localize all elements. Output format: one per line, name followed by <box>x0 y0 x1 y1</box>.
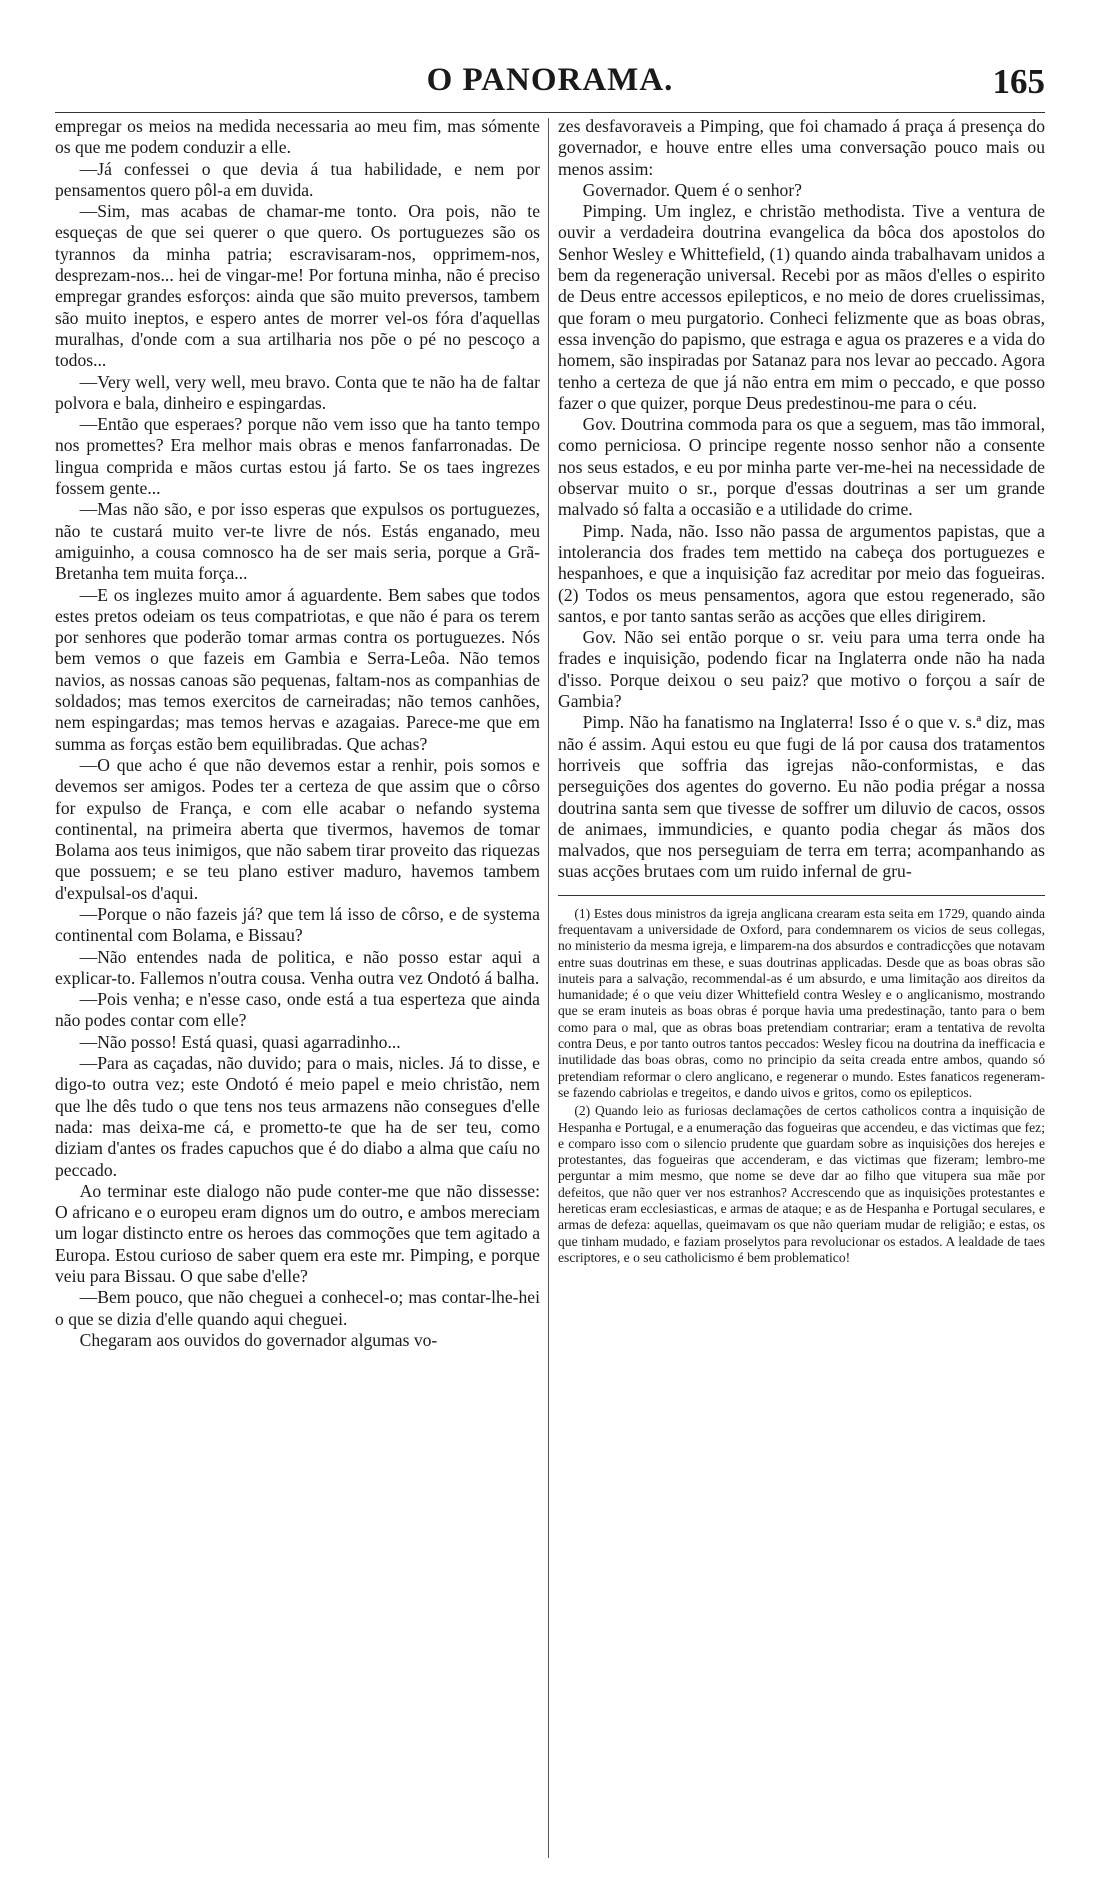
column-divider <box>548 118 549 1858</box>
paragraph: —Então que esperaes? porque não vem isso que ha tanto tempo nos promettes? Era melhor mais obras e menos fanfarronadas. De lingua comprida e mãos curtas estou já farto. Se os taes ingrezes fossem gente... <box>55 414 540 499</box>
footnote-separator <box>558 895 1045 896</box>
paragraph: Gov. Não sei então porque o sr. veiu para uma terra onde ha frades e inquisição, podendo ficar na Inglaterra onde não ha nada d'isso. Porque deixou o seu paiz? que motivo o forçou a saír de Gambia? <box>558 627 1045 712</box>
right-column <box>558 116 1045 1268</box>
paragraph: —Para as caçadas, não duvido; para o mais, nicles. Já to disse, e digo-to outra vez; este Ondotó é meio papel e meio christão, nem que lhe dês tudo o que tens nos teus armazens não consegues d'elle nada: mas deixa-me cá, e prometto-te que ha de ser teu, como diziam d'antes os frades capuchos que é do diabo a alma que caíu no peccado. <box>55 1053 540 1180</box>
paragraph: Governador. Quem é o senhor? <box>582 179 802 200</box>
page-header <box>55 60 1045 110</box>
paragraph: —Não entendes nada de politica, e não posso estar aqui a explicar-to. Fallemos n'outra cousa. Venha outra vez Ondotó á balha. <box>55 946 540 988</box>
paragraph: Ao terminar este dialogo não pude conter-me que não dissesse: O africano e o europeu eram dignos um do outro, e ambos mereciam um logar distincto entre os heroes das commoções que tem agitado a Europa. Estou curioso de saber quem era este mr. Pimping, e porque veiu para Bissau. O que sabe d'elle? <box>55 1180 540 1287</box>
paragraph: Gov. Doutrina commoda para os que a seguem, mas tão immoral, como perniciosa. O principe regente nosso senhor não a consente nos seus estados, e eu por minha parte ver-me-hei na necessidade de observar muito o sr., porque d'essas doutrinas a ser um grande malvado só falta a occasião e a utilidade do crime. <box>558 414 1045 520</box>
paragraph: Pimp. Não ha fanatismo na Inglaterra! Isso é o que v. s.ª diz, mas não é assim. Aqui estou eu que fugi de lá por causa dos tratamentos horriveis que soffria das igrejas não-conformistas, e das perseguições dos agentes do governo. Eu não podia prégar a nossa doutrina santa sem que tivesse de soffrer um diluvio de cacos, ossos de animaes, immundicies, e quanto podia chegar ás mãos dos malvados, que nos perseguiam de terra em terra; acompanhando as suas acções brutaes com um ruido infernal de gru- <box>558 712 1045 882</box>
paragraph: —Pois venha; e n'esse caso, onde está a tua esperteza que ainda não podes contar com elle? <box>55 989 540 1031</box>
paragraph: —Porque o não fazeis já? que tem lá isso de côrso, e de systema continental com Bolama, e Bissau? <box>55 903 540 946</box>
paragraph: —O que acho é que não devemos estar a renhir, pois somos e devemos ser amigos. Podes ter a certeza de que assim que o côrso for expulso de França, e com elle acabar o nefando systema continental, na primeira aberta que tivermos, havemos de tomar Bolama aos teus inimigos, que não sabem tirar proveito das riquezas que possuem; e se teu plano estiver maduro, havemos tambem d'expulsal-os d'aqui. <box>55 754 540 903</box>
footnotes <box>558 906 1045 1267</box>
paragraph: —Bem pouco, que não cheguei a conhecel-o; mas contar-lhe-hei o que se dizia d'elle quando aqui cheguei. <box>55 1287 540 1329</box>
paragraph: —Mas não são, e por isso esperas que expulsos os portuguezes, não te custará muito ver-te livre de nós. Estás enganado, meu amiguinho, a cousa comnosco ha de ser mais seria, porque a Grã-Bretanha tem muita força... <box>55 499 540 584</box>
paragraph: —E os inglezes muito amor á aguardente. Bem sabes que todos estes pretos odeiam os teus compatriotas, e que não é para os terem por senhores que poderão tomar armas contra os portuguezes. Nós bem vemos o que fazeis em Gambia e Serra-Leôa. Não temos navios, as nossas canoas são pequenas, faltam-nos as companhias de soldados; mas temos exercitos de carneiradas; não temos canhões, nem espingardas; mas temos hervas e azagaias. Parece-me que em summa as forças estão bem equilibradas. Que achas? <box>55 584 540 754</box>
paragraph: zes desfavoraveis a Pimping, que foi chamado á praça á presença do governador, e houve entre elles uma conversação pouco mais ou menos assim: <box>558 116 1045 179</box>
paragraph: Chegaram aos ouvidos do governador algumas vo- <box>79 1329 438 1350</box>
footnote: (2) Quando leio as furiosas declamações de certos catholicos contra a inquisição de Hespanha e Portugal, e a enumeração das fogueiras que accendeu, e das victimas que fez; e comparo isso com o silencio prudente que guardam sobre as inquisições dos herejes e protestantes, das fogueiras que accenderam, e das victimas que fizeram; lembro-me perguntar a mim mesmo, que nome se deve dar ao filho que vitupera sua mãe por defeitos, que não quer ver nos estranhos? Accrescendo que as inquisições protestantes e hereticas eram ecclesiasticas, e armas de ataque; e as de Hespanha e Portugal seculares, e armas de defeza: aquellas, queimavam os que não queriam mudar de religião; e estas, os que tinham mudado, e faziam proselytos para revolucionar os estados. A lealdade de taes escriptores, e o seu catholicismo é bem problematico! <box>558 1103 1045 1265</box>
paragraph: —Very well, very well, meu bravo. Conta que te não ha de faltar polvora e bala, dinheiro e espingardas. <box>55 371 540 413</box>
paragraph: —Sim, mas acabas de chamar-me tonto. Ora pois, não te esqueças de que sei querer o que quero. Os portuguezes são os tyrannos da minha patria; escravisaram-nos, opprimem-nos, desprezam-nos... hei de vingar-me! Por fortuna minha, não é preciso empregar grandes esforços: ainda que são muito preversos, tambem são muito ineptos, e espero antes de morrer vel-os fóra d'aquellas muralhas, d'onde com a sua artilharia nos põe o pé no pescoço a todos... <box>55 201 540 371</box>
paragraph: —Não posso! Está quasi, quasi agarradinho... <box>79 1031 401 1052</box>
left-column <box>55 116 540 1351</box>
paragraph: Pimp. Nada, não. Isso não passa de argumentos papistas, que a intolerancia dos frades tem mettido na cabeça dos portuguezes e hespanhoes, e que a inquisição faz acreditar por meio das fogueiras. (2) Todos os meus pensamentos, agora que estou regenerado, são santos, e por tanto santas serão as acções que elles dirigirem. <box>558 520 1045 626</box>
journal-title: O PANORAMA. <box>426 62 674 98</box>
footnote: (1) Estes dous ministros da igreja anglicana crearam esta seita em 1729, quando ainda frequentavam a universidade de Oxford, para condemnarem os vicios de seus collegas, no ministerio da mesma igreja, e limparem-na dos absurdos e contradicções que notavam entre suas doutrinas em these, e suas doutrinas applicadas. Desde que as boas obras são inuteis para a salvação, recommendal-as é um absurdo, e uma limitação aos direitos da humanidade; é o que veiu dizer Whittefield contra Wesley e o anglicanismo, mostrando que se eram inuteis as boas obras é porque havia uma predestinação, tanto para o bem como para o mal, que as obras boas pretendiam contrariar; eram a tentativa de revolta contra Deus, e por tanto outros tantos peccados: Wesley ficou na doutrina da inefficacia e inutilidade das boas obras, como no principio da seita creada entre ambos, quando só pretendiam reformar o clero anglicano, e regenerar o mundo. Estes fanaticos regeneram-se fazendo cabriolas e tregeitos, e dando uivos e gritos, como os epilepticos. <box>558 905 1045 1100</box>
page-number: 165 <box>992 62 1045 101</box>
paragraph: —Já confessei o que devia á tua habilidade, e nem por pensamentos quero pôl-a em duvida. <box>55 158 540 200</box>
header-rule <box>55 112 1045 113</box>
paragraph: empregar os meios na medida necessaria ao meu fim, mas sómente os que me podem conduzir a elle. <box>55 116 540 158</box>
paragraph: Pimping. Um inglez, e christão methodista. Tive a ventura de ouvir a verdadeira doutrina evangelica da bôca dos apostolos do Senhor Wesley e Whittefield, (1) quando ainda trabalhavam unidos a bem da regeneração universal. Recebi por as mãos d'elles o espirito de Deus entre accessos epilepticos, e no meio de dores cruelissimas, que foram o meu purgatorio. Conheci felizmente que as boas obras, essa invenção do papismo, que estraga e agua os prazeres e a vida do homem, são inspiradas por Satanaz para nos levar ao peccado. Agora tenho a certeza de que já não entra em mim o peccado, e que posso fazer o que quizer, porque Deus predestinou-me para o céu. <box>558 201 1045 413</box>
